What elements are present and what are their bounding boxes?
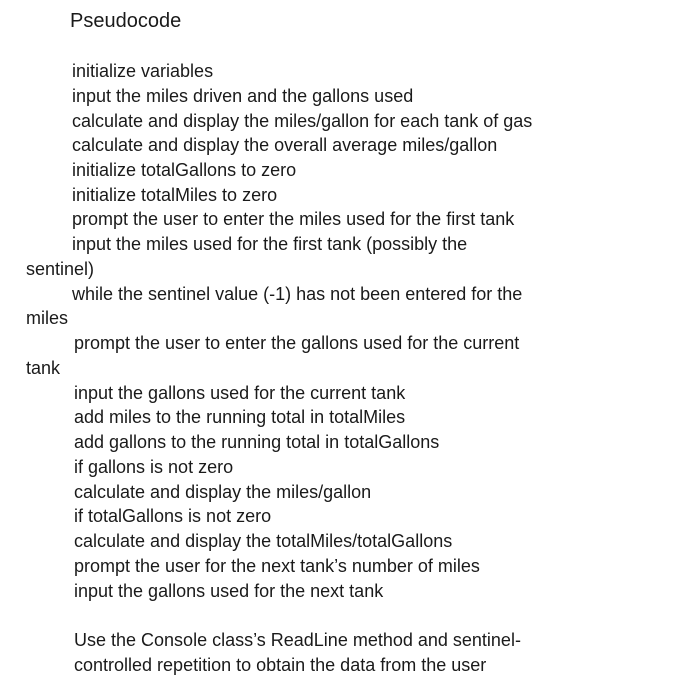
instruction-note-line: controlled repetition to obtain the data from the user	[74, 655, 487, 675]
page-title: Pseudocode	[70, 10, 182, 32]
pseudocode-line: initialize variables	[72, 61, 214, 81]
pseudocode-line: if gallons is not zero	[74, 457, 234, 477]
pseudocode-line: input the gallons used for the current tank	[74, 383, 406, 403]
pseudocode-line: initialize totalMiles to zero	[72, 185, 278, 205]
pseudocode-line: prompt the user for the next tank’s number of miles	[74, 556, 480, 576]
pseudocode-line: input the miles used for the first tank (possibly the	[72, 234, 468, 254]
pseudocode-line: prompt the user to enter the miles used for the first tank	[72, 209, 515, 229]
pseudocode-line: calculate and display the totalMiles/totalGallons	[74, 531, 453, 551]
pseudocode-line: add miles to the running total in totalMiles	[74, 407, 406, 427]
pseudocode-line-wrap: tank	[26, 358, 61, 378]
pseudocode-line: calculate and display the miles/gallon	[74, 482, 372, 502]
pseudocode-line: initialize totalGallons to zero	[72, 160, 297, 180]
pseudocode-line: add gallons to the running total in totalGallons	[74, 432, 440, 452]
pseudocode-line: calculate and display the overall average miles/gallon	[72, 135, 498, 155]
pseudocode-line: calculate and display the miles/gallon for each tank of gas	[72, 111, 533, 131]
pseudocode-line-wrap: sentinel)	[26, 259, 95, 279]
pseudocode-line-wrap: miles	[26, 308, 69, 328]
pseudocode-line: if totalGallons is not zero	[74, 506, 272, 526]
pseudocode-line: input the gallons used for the next tank	[74, 581, 384, 601]
pseudocode-line: prompt the user to enter the gallons used for the current	[74, 333, 520, 353]
pseudocode-line: input the miles driven and the gallons used	[72, 86, 414, 106]
instruction-note-line: Use the Console class’s ReadLine method and sentinel-	[74, 630, 521, 650]
pseudocode-line: while the sentinel value (-1) has not been entered for the	[72, 284, 523, 304]
